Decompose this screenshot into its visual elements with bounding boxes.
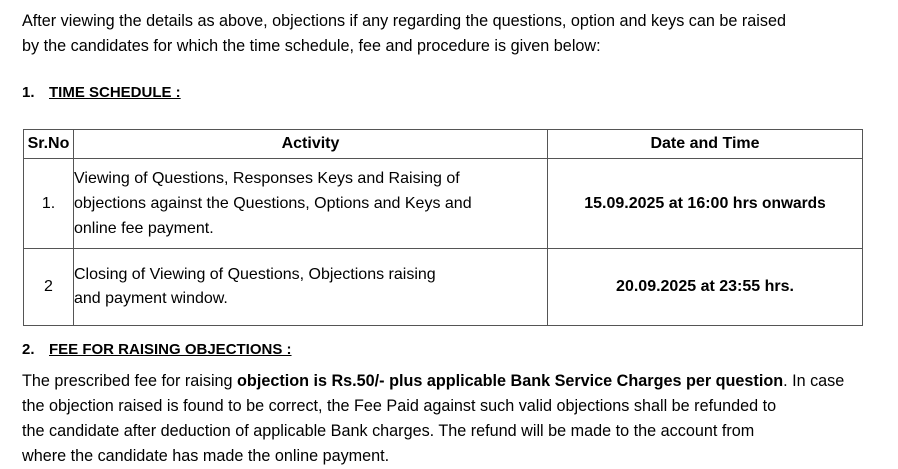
row-sr-no: 2 (24, 249, 74, 326)
time-schedule-table (23, 129, 863, 326)
table-row (24, 159, 863, 249)
fee-line-4: where the candidate has made the online payment. (22, 447, 390, 465)
row-sr-no: 1. (24, 159, 74, 249)
fee-text: . In case (783, 372, 845, 390)
activity-line: and payment window. (74, 290, 228, 307)
fee-paragraph (22, 369, 884, 469)
fee-line-1 (22, 369, 884, 394)
activity-line: Closing of Viewing of Questions, Objections raising (74, 266, 436, 283)
fee-line-3: the candidate after deduction of applicable Bank charges. The refund will be made to the account from (22, 422, 755, 440)
header-activity: Activity (74, 130, 548, 159)
activity-line: objections against the Questions, Options and Keys and (74, 195, 472, 212)
section-heading-time-schedule (22, 84, 181, 101)
fee-text: The prescribed fee for raising (22, 372, 238, 390)
row-date-time (548, 249, 863, 326)
table-header-row (24, 130, 863, 159)
section-number: 1. (22, 84, 35, 101)
row-activity (74, 249, 548, 326)
header-sr-no: Sr.No (24, 130, 74, 159)
section-title: TIME SCHEDULE : (49, 84, 181, 101)
fee-amount-bold: objection is Rs.50/- plus applicable Bank Service Charges per question (237, 372, 784, 390)
fee-line-2: the objection raised is found to be correct, the Fee Paid against such valid objections shall be refunded to (22, 397, 777, 415)
date-time-suffix: onwards (757, 194, 826, 212)
date-time-value: 20.09.2025 at 23:55 hrs. (616, 278, 794, 295)
date-time-value: 15.09.2025 at 16:00 hrs (584, 194, 758, 212)
header-date-time: Date and Time (548, 130, 863, 159)
row-date-time (548, 159, 863, 249)
section-heading-fee (22, 341, 292, 358)
intro-line-1: After viewing the details as above, objections if any regarding the questions, option and keys can be raised (22, 12, 786, 30)
intro-paragraph (22, 9, 884, 59)
section-title: FEE FOR RAISING OBJECTIONS : (49, 341, 292, 358)
table-row (24, 249, 863, 326)
activity-line: online fee payment. (74, 220, 214, 237)
intro-line-2: by the candidates for which the time schedule, fee and procedure is given below: (22, 37, 601, 55)
activity-line: Viewing of Questions, Responses Keys and Raising of (74, 170, 460, 187)
row-activity (74, 159, 548, 249)
section-number: 2. (22, 341, 35, 358)
